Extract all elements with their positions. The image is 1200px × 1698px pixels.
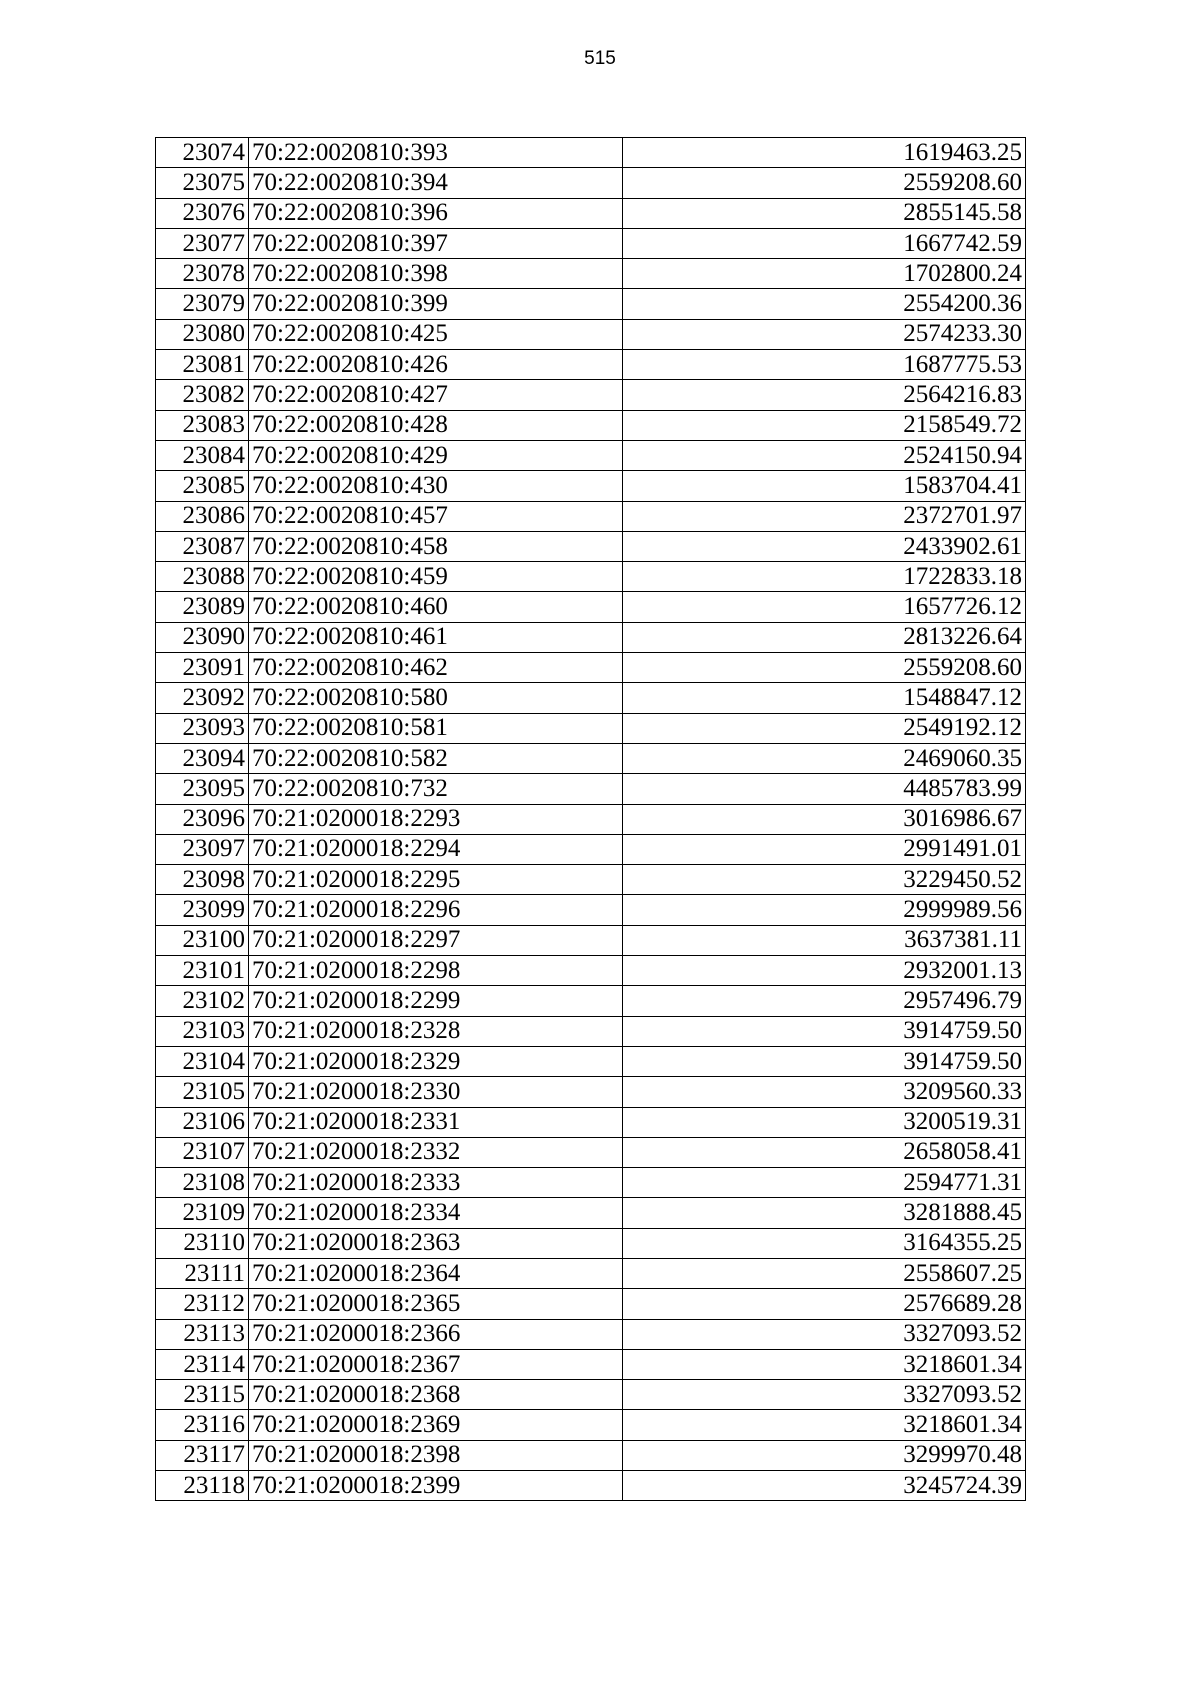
table-row — [156, 228, 1026, 258]
cadastral-value-cell: 2559208.60 — [623, 653, 1026, 683]
cadastral-value-cell: 1722833.18 — [623, 562, 1026, 592]
cadastral-value-cell: 2594771.31 — [623, 1168, 1026, 1198]
table-row — [156, 168, 1026, 198]
row-number-cell: 23104 — [156, 1046, 249, 1076]
table-row — [156, 289, 1026, 319]
table-row — [156, 440, 1026, 470]
cadastral-number-cell: 70:22:0020810:581 — [249, 713, 623, 743]
row-number-cell: 23097 — [156, 834, 249, 864]
table-row — [156, 774, 1026, 804]
row-number-cell: 23110 — [156, 1228, 249, 1258]
table-row — [156, 1107, 1026, 1137]
cadastral-number-cell: 70:22:0020810:394 — [249, 168, 623, 198]
cadastral-number-cell: 70:21:0200018:2331 — [249, 1107, 623, 1137]
cadastral-value-cell: 3218601.34 — [623, 1410, 1026, 1440]
cadastral-value-cell: 2158549.72 — [623, 410, 1026, 440]
cadastral-value-cell: 2559208.60 — [623, 168, 1026, 198]
cadastral-number-cell: 70:21:0200018:2332 — [249, 1137, 623, 1167]
cadastral-number-cell: 70:22:0020810:582 — [249, 743, 623, 773]
cadastral-value-cell: 2999989.56 — [623, 895, 1026, 925]
cadastral-value-cell: 2554200.36 — [623, 289, 1026, 319]
row-number-cell: 23081 — [156, 350, 249, 380]
row-number-cell: 23100 — [156, 925, 249, 955]
cadastral-value-cell: 3164355.25 — [623, 1228, 1026, 1258]
cadastral-value-table — [155, 137, 1026, 1501]
cadastral-number-cell: 70:21:0200018:2295 — [249, 865, 623, 895]
cadastral-number-cell: 70:21:0200018:2367 — [249, 1349, 623, 1379]
cadastral-value-cell: 3327093.52 — [623, 1380, 1026, 1410]
cadastral-value-cell: 3209560.33 — [623, 1077, 1026, 1107]
row-number-cell: 23084 — [156, 440, 249, 470]
table-row — [156, 501, 1026, 531]
table-row — [156, 410, 1026, 440]
cadastral-number-cell: 70:21:0200018:2366 — [249, 1319, 623, 1349]
row-number-cell: 23107 — [156, 1137, 249, 1167]
cadastral-number-cell: 70:21:0200018:2330 — [249, 1077, 623, 1107]
cadastral-value-cell: 2372701.97 — [623, 501, 1026, 531]
cadastral-number-cell: 70:22:0020810:458 — [249, 531, 623, 561]
table-row — [156, 956, 1026, 986]
cadastral-number-cell: 70:21:0200018:2298 — [249, 956, 623, 986]
cadastral-value-cell: 1548847.12 — [623, 683, 1026, 713]
cadastral-value-cell: 2433902.61 — [623, 531, 1026, 561]
row-number-cell: 23083 — [156, 410, 249, 440]
table-row — [156, 1440, 1026, 1470]
row-number-cell: 23114 — [156, 1349, 249, 1379]
row-number-cell: 23077 — [156, 228, 249, 258]
cadastral-number-cell: 70:21:0200018:2399 — [249, 1471, 623, 1501]
table-row — [156, 804, 1026, 834]
row-number-cell: 23096 — [156, 804, 249, 834]
table-row — [156, 380, 1026, 410]
cadastral-value-cell: 2813226.64 — [623, 622, 1026, 652]
row-number-cell: 23109 — [156, 1198, 249, 1228]
table-body — [156, 138, 1026, 1501]
row-number-cell: 23098 — [156, 865, 249, 895]
cadastral-value-cell: 4485783.99 — [623, 774, 1026, 804]
row-number-cell: 23117 — [156, 1440, 249, 1470]
cadastral-number-cell: 70:22:0020810:460 — [249, 592, 623, 622]
row-number-cell: 23074 — [156, 138, 249, 168]
table-row — [156, 1228, 1026, 1258]
table-row — [156, 1137, 1026, 1167]
table-row — [156, 653, 1026, 683]
table-row — [156, 319, 1026, 349]
cadastral-value-cell: 1687775.53 — [623, 350, 1026, 380]
cadastral-number-cell: 70:21:0200018:2398 — [249, 1440, 623, 1470]
cadastral-value-cell: 3281888.45 — [623, 1198, 1026, 1228]
row-number-cell: 23102 — [156, 986, 249, 1016]
table-row — [156, 895, 1026, 925]
cadastral-value-cell: 3914759.50 — [623, 1016, 1026, 1046]
cadastral-number-cell: 70:22:0020810:393 — [249, 138, 623, 168]
cadastral-number-cell: 70:21:0200018:2364 — [249, 1258, 623, 1288]
cadastral-value-cell: 3218601.34 — [623, 1349, 1026, 1379]
table-row — [156, 1016, 1026, 1046]
cadastral-number-cell: 70:21:0200018:2365 — [249, 1289, 623, 1319]
cadastral-value-cell: 2658058.41 — [623, 1137, 1026, 1167]
cadastral-value-cell: 2855145.58 — [623, 198, 1026, 228]
row-number-cell: 23086 — [156, 501, 249, 531]
cadastral-number-cell: 70:22:0020810:461 — [249, 622, 623, 652]
cadastral-value-cell: 3299970.48 — [623, 1440, 1026, 1470]
cadastral-number-cell: 70:22:0020810:732 — [249, 774, 623, 804]
cadastral-number-cell: 70:22:0020810:399 — [249, 289, 623, 319]
cadastral-number-cell: 70:22:0020810:429 — [249, 440, 623, 470]
table-row — [156, 986, 1026, 1016]
cadastral-number-cell: 70:22:0020810:462 — [249, 653, 623, 683]
cadastral-number-cell: 70:22:0020810:427 — [249, 380, 623, 410]
table-row — [156, 198, 1026, 228]
cadastral-number-cell: 70:21:0200018:2369 — [249, 1410, 623, 1440]
row-number-cell: 23079 — [156, 289, 249, 319]
row-number-cell: 23093 — [156, 713, 249, 743]
cadastral-number-cell: 70:21:0200018:2294 — [249, 834, 623, 864]
table-row — [156, 683, 1026, 713]
cadastral-value-cell: 2991491.01 — [623, 834, 1026, 864]
table-row — [156, 1077, 1026, 1107]
cadastral-number-cell: 70:21:0200018:2296 — [249, 895, 623, 925]
row-number-cell: 23092 — [156, 683, 249, 713]
cadastral-value-cell: 3200519.31 — [623, 1107, 1026, 1137]
cadastral-value-cell: 3327093.52 — [623, 1319, 1026, 1349]
table-row — [156, 1289, 1026, 1319]
table-row — [156, 562, 1026, 592]
cadastral-value-cell: 3229450.52 — [623, 865, 1026, 895]
cadastral-number-cell: 70:21:0200018:2334 — [249, 1198, 623, 1228]
table-row — [156, 1168, 1026, 1198]
table-row — [156, 1046, 1026, 1076]
cadastral-value-cell: 2549192.12 — [623, 713, 1026, 743]
cadastral-value-cell: 1619463.25 — [623, 138, 1026, 168]
page-number: 515 — [584, 48, 616, 69]
cadastral-number-cell: 70:22:0020810:580 — [249, 683, 623, 713]
cadastral-value-cell: 3637381.11 — [623, 925, 1026, 955]
row-number-cell: 23111 — [156, 1258, 249, 1288]
table-row — [156, 592, 1026, 622]
row-number-cell: 23115 — [156, 1380, 249, 1410]
row-number-cell: 23118 — [156, 1471, 249, 1501]
table-row — [156, 622, 1026, 652]
cadastral-number-cell: 70:21:0200018:2293 — [249, 804, 623, 834]
table-row — [156, 1319, 1026, 1349]
table-row — [156, 1349, 1026, 1379]
row-number-cell: 23108 — [156, 1168, 249, 1198]
cadastral-number-cell: 70:21:0200018:2329 — [249, 1046, 623, 1076]
row-number-cell: 23088 — [156, 562, 249, 592]
cadastral-number-cell: 70:21:0200018:2333 — [249, 1168, 623, 1198]
table-row — [156, 834, 1026, 864]
row-number-cell: 23085 — [156, 471, 249, 501]
table-row — [156, 259, 1026, 289]
table-row — [156, 1258, 1026, 1288]
row-number-cell: 23087 — [156, 531, 249, 561]
row-number-cell: 23112 — [156, 1289, 249, 1319]
row-number-cell: 23116 — [156, 1410, 249, 1440]
cadastral-number-cell: 70:22:0020810:428 — [249, 410, 623, 440]
cadastral-value-cell: 2932001.13 — [623, 956, 1026, 986]
table-row — [156, 865, 1026, 895]
cadastral-value-cell: 1667742.59 — [623, 228, 1026, 258]
cadastral-value-cell: 1583704.41 — [623, 471, 1026, 501]
cadastral-number-cell: 70:22:0020810:425 — [249, 319, 623, 349]
table-row — [156, 925, 1026, 955]
table-row — [156, 1471, 1026, 1501]
row-number-cell: 23089 — [156, 592, 249, 622]
cadastral-number-cell: 70:21:0200018:2328 — [249, 1016, 623, 1046]
cadastral-number-cell: 70:22:0020810:459 — [249, 562, 623, 592]
cadastral-value-cell: 1702800.24 — [623, 259, 1026, 289]
row-number-cell: 23078 — [156, 259, 249, 289]
table-row — [156, 1410, 1026, 1440]
cadastral-number-cell: 70:21:0200018:2297 — [249, 925, 623, 955]
row-number-cell: 23080 — [156, 319, 249, 349]
table-row — [156, 531, 1026, 561]
cadastral-value-cell: 1657726.12 — [623, 592, 1026, 622]
cadastral-value-cell: 3016986.67 — [623, 804, 1026, 834]
table-row — [156, 138, 1026, 168]
cadastral-value-cell: 2564216.83 — [623, 380, 1026, 410]
cadastral-number-cell: 70:22:0020810:397 — [249, 228, 623, 258]
row-number-cell: 23105 — [156, 1077, 249, 1107]
row-number-cell: 23076 — [156, 198, 249, 228]
table-row — [156, 743, 1026, 773]
row-number-cell: 23082 — [156, 380, 249, 410]
cadastral-value-cell: 2469060.35 — [623, 743, 1026, 773]
cadastral-value-cell: 2558607.25 — [623, 1258, 1026, 1288]
cadastral-number-cell: 70:21:0200018:2363 — [249, 1228, 623, 1258]
table-row — [156, 1198, 1026, 1228]
cadastral-number-cell: 70:21:0200018:2368 — [249, 1380, 623, 1410]
row-number-cell: 23106 — [156, 1107, 249, 1137]
table-row — [156, 713, 1026, 743]
cadastral-value-cell: 2957496.79 — [623, 986, 1026, 1016]
cadastral-number-cell: 70:22:0020810:396 — [249, 198, 623, 228]
cadastral-number-cell: 70:22:0020810:457 — [249, 501, 623, 531]
table-row — [156, 471, 1026, 501]
row-number-cell: 23095 — [156, 774, 249, 804]
cadastral-value-cell: 2574233.30 — [623, 319, 1026, 349]
row-number-cell: 23113 — [156, 1319, 249, 1349]
row-number-cell: 23090 — [156, 622, 249, 652]
row-number-cell: 23075 — [156, 168, 249, 198]
cadastral-number-cell: 70:22:0020810:426 — [249, 350, 623, 380]
row-number-cell: 23101 — [156, 956, 249, 986]
row-number-cell: 23091 — [156, 653, 249, 683]
row-number-cell: 23094 — [156, 743, 249, 773]
cadastral-value-cell: 3914759.50 — [623, 1046, 1026, 1076]
table-row — [156, 350, 1026, 380]
cadastral-value-cell: 3245724.39 — [623, 1471, 1026, 1501]
cadastral-value-cell: 2576689.28 — [623, 1289, 1026, 1319]
cadastral-value-cell: 2524150.94 — [623, 440, 1026, 470]
cadastral-number-cell: 70:22:0020810:430 — [249, 471, 623, 501]
cadastral-number-cell: 70:22:0020810:398 — [249, 259, 623, 289]
cadastral-number-cell: 70:21:0200018:2299 — [249, 986, 623, 1016]
row-number-cell: 23103 — [156, 1016, 249, 1046]
table-row — [156, 1380, 1026, 1410]
row-number-cell: 23099 — [156, 895, 249, 925]
